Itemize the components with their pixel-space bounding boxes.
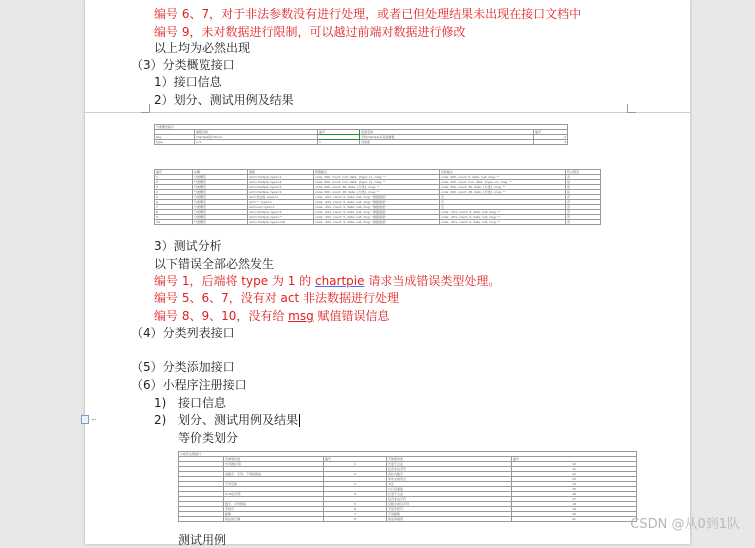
table-row: 手机号 6 不是手机号 19 [179, 507, 637, 512]
table-row: 包含非法字符 17 [179, 497, 637, 502]
margin-corner-right [627, 104, 636, 113]
table-row: 不含空格 3 为空 14 [179, 482, 637, 487]
issue-line-9: 编号 9，未对数据进行限制，可以越过前端对数据进行修改 [154, 25, 466, 39]
list-number-2: 2) [154, 413, 167, 427]
table-row: 9 分类概览 act=chartpie, type="" code: -201, count: 0, data: null, msg: "参数错误" code: -201, count: 0, data: null, msg: "" 否 [155, 215, 601, 220]
list-item-interface-info: 接口信息 [178, 396, 227, 410]
test-analysis-heading: 3）测试分析 [154, 239, 222, 253]
table-row: 7 分类概览 act=null, type=1 code: -201, count: 0, data: null, msg: "参数错误" 空 否 [155, 205, 601, 210]
page-break [85, 112, 690, 113]
table-row: 中/英数字等 1 长度不合法 10 [179, 462, 637, 467]
heading-3: （3）分类概览接口 [131, 58, 235, 72]
heading-4: （4）分类列表接口 [131, 326, 235, 340]
equivalence-heading: 等价类划分 [178, 431, 239, 445]
list-item-1: 1）接口信息 [154, 75, 222, 89]
watermark: CSDN @从0到1队 [630, 517, 740, 532]
table-header: 有效等价类 编号 无效等价类 编号 [179, 457, 637, 462]
test-case-table [154, 169, 601, 225]
table-row: 2 分类概览 act=chartpie, type=2 code: 200, count: null, data: {type: 2}, msg: "" code: 200, count: null, data: {type: 2}, msg: "" 是 [155, 180, 601, 185]
dotted-leader [92, 419, 96, 421]
table-row: 验证码正确 8 验证码错误 21 [179, 517, 637, 522]
list-item-cases[interactable]: 划分、测试用例及结果 [178, 413, 299, 427]
table-title: 小程序注册接口 [179, 452, 637, 457]
margin-corner-left [141, 104, 150, 113]
table-row: 8 分类概览 act=chartpie, type=5 code: -201, count: 0, data: null, msg: "参数错误" code: -201, count: 0, data: null, msg: "" 否 [155, 210, 601, 215]
table-title: 分类概览接口 [155, 125, 568, 130]
list-item-2: 2）划分、测试用例及结果 [154, 93, 294, 107]
table-row: 5 分类概览 act=非法值, type=1 code: -201, count: 0, data: null, msg: "参数错误" 空 否 [155, 195, 601, 200]
issue-line-5-6-7: 编号 5、6、7，没有对 act 非法数据进行处理 [154, 291, 400, 305]
table-row: 10 分类概览 act=chartpie, type=null code: -201, count: 0, data: null, msg: "参数错误" code: -201, count: 0, data: null, msg: "" 否 [155, 220, 601, 225]
list-number-1: 1) [154, 396, 167, 410]
issue-line-8-9-10: 编号 8、9、10，没有给 msg 赋值错误信息 [154, 309, 390, 323]
note-line: 以上均为必然出现 [154, 41, 251, 55]
register-equivalence-table [178, 451, 637, 522]
table-row: 包含非法字符 11 [179, 467, 637, 472]
msg-term: msg [288, 309, 314, 323]
table-row: 3 分类概览 act=chartpie, type=3 code: 200, count: 36, data: {分类}, msg: "" code: 200, count: 36, data: {分类}, msg: "" 是 [155, 185, 601, 190]
table-row: 与已有重复 15 [179, 487, 637, 492]
document-icon [81, 415, 89, 424]
equivalence-table [154, 124, 568, 145]
issue-line-1: 编号 1，后端将 type 为 1 的 chartpie 请求当成错误类型处理。 [154, 274, 501, 288]
table-row: 非中文或英文 13 [179, 477, 637, 482]
table-row: 6 分类概览 act="", type=1 code: -201, count: 0, data: null, msg: "参数错误" 空 否 [155, 200, 601, 205]
test-cases-heading: 测试用例 [178, 533, 227, 547]
all-errors-line: 以下错误全部必然发生 [154, 257, 275, 271]
table-row: 邮箱 7 不是邮箱 20 [179, 512, 637, 517]
table-header: 编号 步骤 参数 预期输出 实际输出 符合情况 [155, 170, 601, 175]
table-row: 由数字、字母、下划线组成 2 首位为数字 12 [179, 472, 637, 477]
table-row: type 1-3 1 其他值 4 [156, 140, 566, 144]
table-row: 4 分类概览 act=chartpie, type=4 code: 200, count: 28, data: {分类}, msg: "" code: 200, count: 28, data: {分类}, msg: "" 是 [155, 190, 601, 195]
table-row: 1 分类概览 act=chartpie, type=1 code: 200, count: null, data: {type: 1}, msg: "" code: 400, count: 0, data: null, msg: "" 否 [155, 175, 601, 180]
table-row: 6-16位字符 4 长度不合法 16 [179, 492, 637, 497]
heading-5: （5）分类添加接口 [131, 360, 235, 374]
issue-line-6-7: 编号 6、7，对于非法参数没有进行处理，或者已但处理结果未出现在接口文档中 [154, 7, 582, 21]
heading-6: （6）小程序注册接口 [131, 378, 247, 392]
chartpie-term: chartpie [314, 274, 365, 288]
text-cursor [299, 414, 300, 427]
document-page [85, 0, 690, 547]
table-row: key chartpie的ordinal 否则chartpie为其他参数 2 [156, 135, 566, 139]
table-header: 参数名称 编号 变量名称 编号 [155, 130, 568, 135]
table-row: 数字、字母组成 5 仅数字或仅字母 18 [179, 502, 637, 507]
